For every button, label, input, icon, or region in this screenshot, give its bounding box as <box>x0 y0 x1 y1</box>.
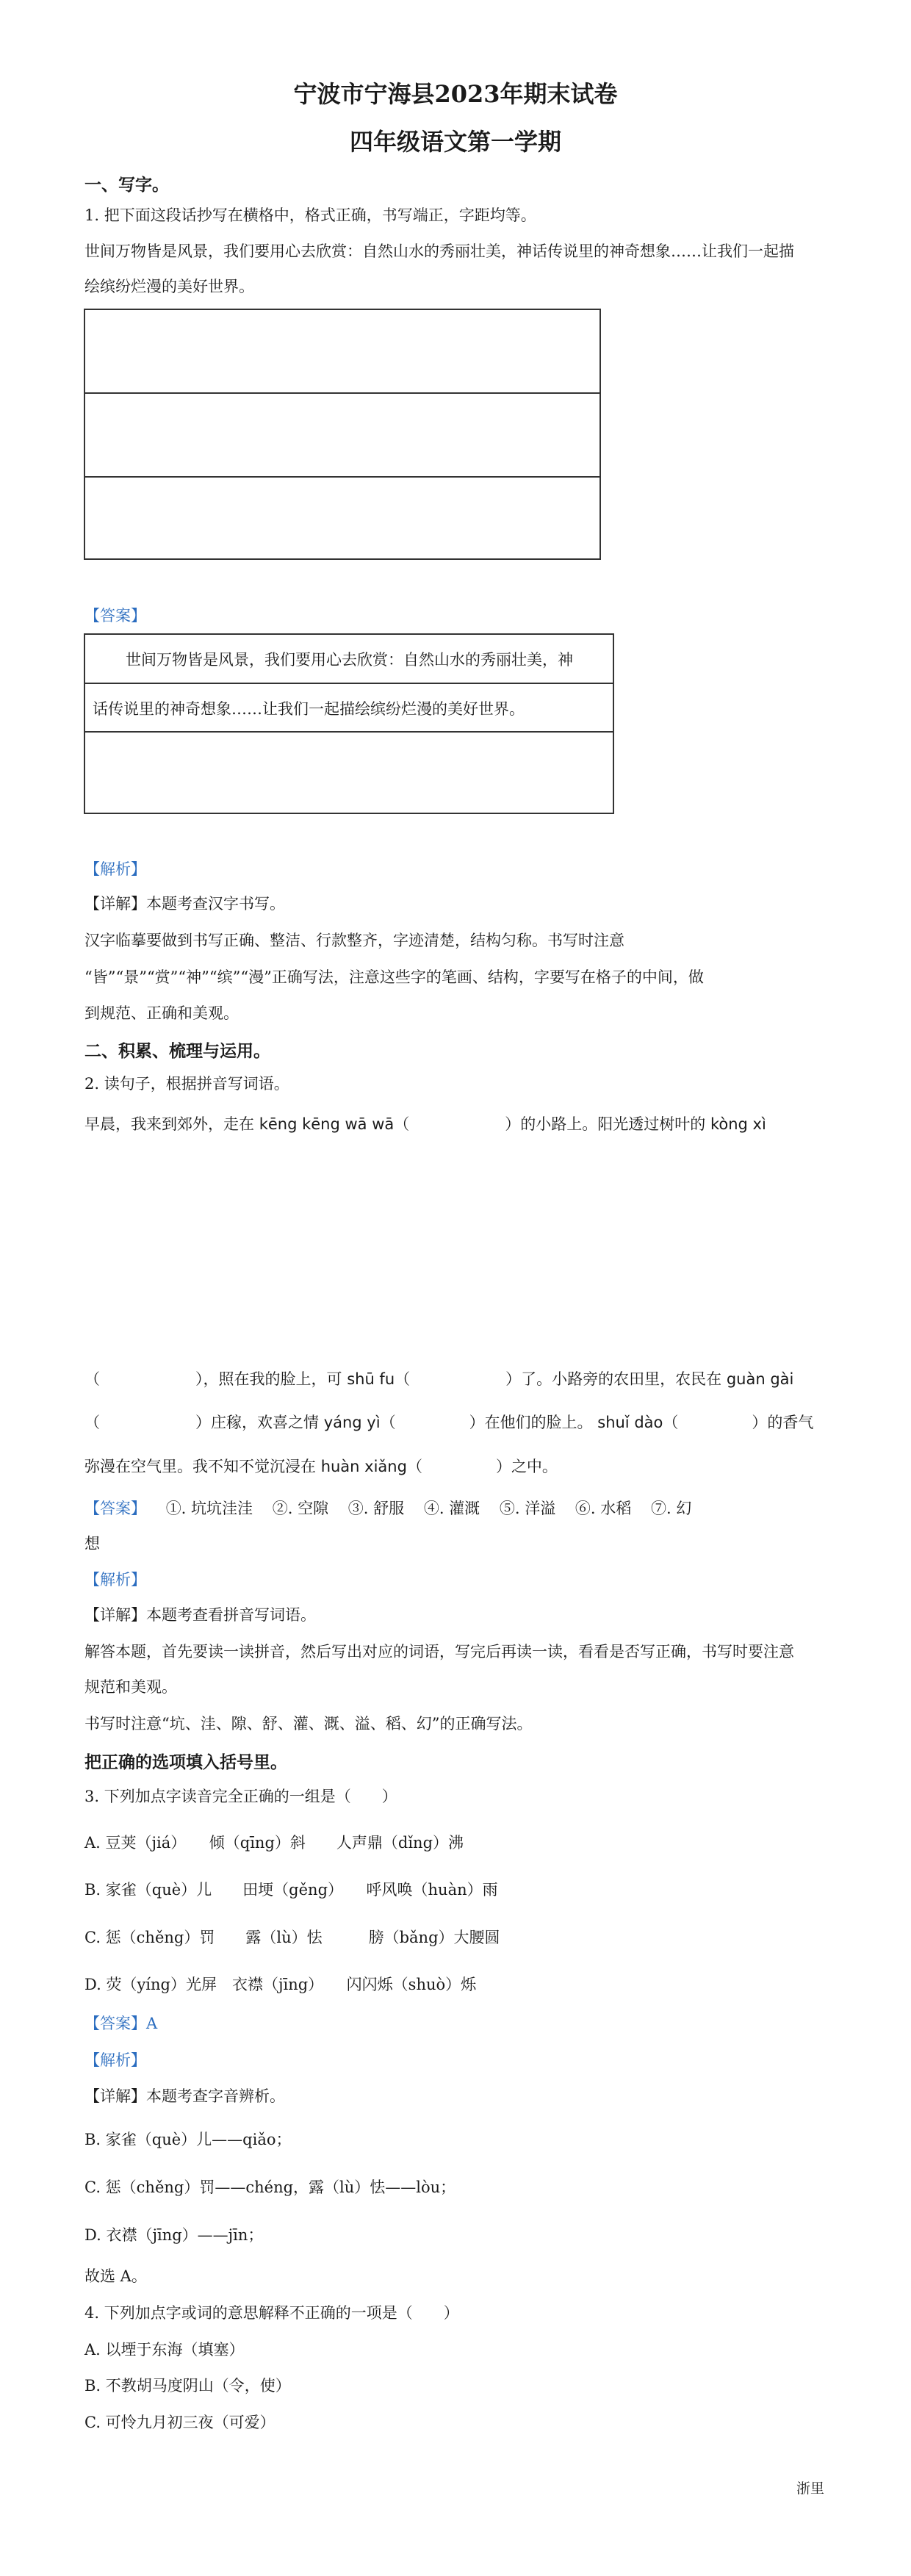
q2-answer-wrap: 想 <box>84 1535 100 1553</box>
answer-item: ⑦. 幻 <box>650 1500 692 1517</box>
writing-grid-row[interactable] <box>85 310 599 394</box>
q4-option-b: B. 不教胡马度阴山（令，使） <box>84 2377 291 2395</box>
answer-grid-row <box>85 733 613 813</box>
q2-answers <box>84 1497 834 1519</box>
answer-grid-row <box>85 684 613 733</box>
q4-option-a: A. 以堙于东海（填塞） <box>84 2341 245 2359</box>
q3-option-a: A. 豆荚（jiá） 倾（qīng）斜 人声鼎（dǐng）沸 <box>84 1834 464 1852</box>
section-heading-1: 一、写字。 <box>84 176 169 195</box>
answer-item: ③. 舒服 <box>348 1500 405 1517</box>
page-title: 宁波市宁海县2023年期末试卷 <box>293 80 618 108</box>
q3-detail-d: D. 衣襟（jīng）——jīn； <box>84 2226 264 2244</box>
answer-grid <box>84 633 614 814</box>
q2-detail3: 规范和美观。 <box>84 1678 177 1696</box>
q4-prompt: 4. 下列加点字或词的意思解释不正确的一项是（ ） <box>84 2304 459 2322</box>
pinyin-prompt: kēng kēng wā wā <box>259 1115 395 1133</box>
section-heading-2: 二、积累、梳理与运用。 <box>84 1042 270 1061</box>
answer-item: ①. 坑坑洼洼 <box>165 1500 253 1517</box>
q4-option-c: C. 可怜九月初三夜（可爱） <box>84 2414 276 2431</box>
q3-conclusion: 故选 A。 <box>84 2267 147 2285</box>
answer-item: ②. 空隙 <box>272 1500 329 1517</box>
answer-grid-row <box>85 635 613 684</box>
writing-grid-row[interactable] <box>85 478 599 558</box>
q1-passage-line1: 世间万物皆是风景，我们要用心去欣赏：自然山水的秀丽壮美，神话传说里的神奇想象……让我们一起描 <box>84 242 794 260</box>
q1-answer-tag: 【答案】 <box>84 607 146 625</box>
q1-prompt: 1. 把下面这段话抄写在横格中，格式正确，书写端正，字距均等。 <box>84 206 536 224</box>
q3-detail1: 【详解】本题考查字音辨析。 <box>84 2087 285 2105</box>
q2-detail2: 解答本题，首先要读一读拼音，然后写出对应的词语，写完后再读一读，看看是否写正确，书写时要注意 <box>84 1643 794 1661</box>
q1-analysis-tag: 【解析】 <box>84 860 146 878</box>
q2-line2: （ ），照在我的脸上，可 shū fu（ ）了。小路旁的农田里，农民在 guàn gài <box>84 1370 794 1388</box>
q1-detail3: “皆”“景”“赏”“神”“缤”“漫”正确写法，注意这些字的笔画、结构，字要写在格子的中间，做 <box>84 968 704 986</box>
answer-item: ⑤. 洋溢 <box>499 1500 556 1517</box>
q2-answer-tag: 【答案】 <box>84 1500 146 1517</box>
pinyin-prompt: shuǐ dào <box>597 1414 663 1431</box>
q2-line1: 早晨，我来到郊外，走在 kēng kēng wā wā（ ）的小路上。阳光透过树叶的 kòng xì <box>84 1115 766 1133</box>
pinyin-prompt: shū fu <box>347 1370 395 1388</box>
page-subtitle: 四年级语文第一学期 <box>349 128 561 156</box>
q3-option-b: B. 家雀（què）儿 田埂（gěng） 呼风唤（huàn）雨 <box>84 1881 498 1899</box>
pinyin-prompt: huàn xiǎng <box>320 1458 407 1475</box>
writing-grid[interactable] <box>84 309 601 560</box>
q2-detail1: 【详解】本题考查看拼音写词语。 <box>84 1606 316 1624</box>
q2-line4: 弥漫在空气里。我不知不觉沉浸在 huàn xiǎng（ ）之中。 <box>84 1458 558 1475</box>
answer-line1: 世间万物皆是风景，我们要用心去欣赏：自然山水的秀丽壮美，神 <box>126 651 573 669</box>
answer-item: ⑥. 水稻 <box>575 1500 632 1517</box>
q2-analysis-tag: 【解析】 <box>84 1571 146 1589</box>
q3-analysis-tag: 【解析】 <box>84 2051 146 2069</box>
pinyin-prompt: kòng xì <box>710 1115 766 1133</box>
q2-line3: （ ）庄稼，欢喜之情 yáng yì（ ）在他们的脸上。 shuǐ dào（ ）的香气 <box>84 1414 814 1431</box>
q3-detail-c: C. 惩（chěng）罚——chéng，露（lù）怯——lòu； <box>84 2179 456 2196</box>
sub-heading: 把正确的选项填入括号里。 <box>84 1753 287 1772</box>
footer-mark: 浙里 <box>796 2480 824 2497</box>
pinyin-prompt: yáng yì <box>323 1414 381 1431</box>
q1-passage-line2: 绘缤纷烂漫的美好世界。 <box>84 278 254 295</box>
writing-grid-row[interactable] <box>85 394 599 478</box>
q3-option-d: D. 荧（yíng）光屏 衣襟（jīng） 闪闪烁（shuò）烁 <box>84 1976 477 1993</box>
q2-detail4: 书写时注意“坑、洼、隙、舒、灌、溉、溢、稻、幻”的正确写法。 <box>84 1715 533 1733</box>
q1-detail1: 【详解】本题考查汉字书写。 <box>84 895 285 913</box>
q2-prompt: 2. 读句子，根据拼音写词语。 <box>84 1075 289 1093</box>
answer-line2: 话传说里的神奇想象……让我们一起描绘缤纷烂漫的美好世界。 <box>93 700 525 718</box>
q3-answer: 【答案】A <box>84 2015 158 2032</box>
q3-option-c: C. 惩（chěng）罚 露（lù）怯 膀（bǎng）大腰圆 <box>84 1929 500 1946</box>
q3-detail-b: B. 家雀（què）儿——qiǎo； <box>84 2131 292 2148</box>
q1-detail2: 汉字临摹要做到书写正确、整洁、行款整齐，字迹清楚，结构匀称。书写时注意 <box>84 932 624 949</box>
q1-detail4: 到规范、正确和美观。 <box>84 1004 239 1022</box>
pinyin-prompt: guàn gài <box>726 1370 794 1388</box>
q3-prompt: 3. 下列加点字读音完全正确的一组是（ ） <box>84 1788 397 1805</box>
answer-item: ④. 灌溉 <box>423 1500 480 1517</box>
